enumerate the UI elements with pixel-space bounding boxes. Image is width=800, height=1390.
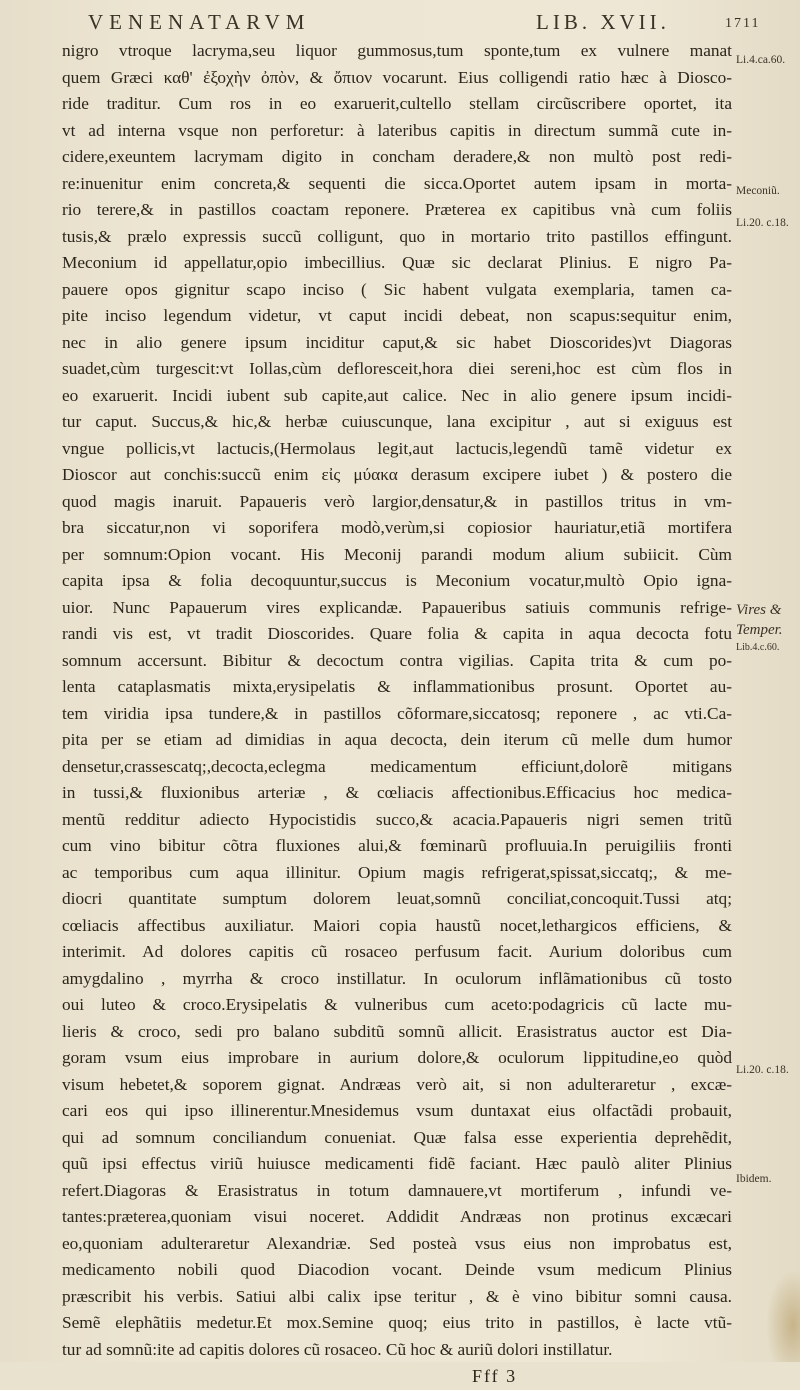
text-line: capita ipsa & folia decoquuntur,succus is Meconium vocatur,multò Opio igna-	[62, 571, 732, 590]
margin-note: Meconiũ.	[736, 185, 780, 197]
margin-note: Temper.	[736, 622, 783, 638]
main-text	[62, 38, 732, 1390]
text-line: amygdalino , myrrha & croco instillatur. In oculorum inflãmationibus cũ tosto	[62, 968, 732, 988]
running-title: VENENATARVM	[88, 10, 311, 34]
text-line: visum hebetet,& soporem gignat. Andræas verò ait, si non adulteraretur , excæ-	[62, 1074, 732, 1094]
text-line: tusis,& prælo expressis succũ colligunt, quo in mortario trito pastillos effingunt.	[62, 226, 732, 246]
text-line: somnum accersunt. Bibitur & decoctum contra vigilias. Capita trita & cum po-	[62, 650, 732, 670]
text-line: lenta cataplasmatis mixta,erysipelatis & inflammationibus prosunt. Oportet au-	[62, 677, 732, 696]
text-line: eo,quoniam adulteraretur Alexandriæ. Sed posteà vsus eius non improbatus est,	[62, 1233, 732, 1253]
text-line: vngue pollicis,vt lactucis,(Hermolaus legit,aut lactucis,legendũ tamẽ videtur ex	[62, 438, 732, 458]
text-line: densetur,crassescatq;,decocta,eclegma medicamentum efficiunt,dolorẽ mitigans	[62, 756, 732, 776]
text-line: suadet,cùm turgescit:vt Iollas,cùm defloresceit,hora diei sereni,hoc est cùm flos in	[62, 359, 732, 378]
text-line: goram vsum eius improbare in aurium dolore,& oculorum lippitudine,eo quòd	[62, 1048, 732, 1067]
text-line: oui luteo & croco.Erysipelatis & vulneribus cum aceto:podagricis cũ lacte mu-	[62, 995, 732, 1014]
margin-note: Li.20. c.18.	[736, 217, 789, 229]
text-line: rio terere,& in pastillos coactam reponere. Præterea ex capitibus vnà cum foliis	[62, 200, 732, 219]
text-line: in tussi,& fluxionibus arteriæ , & cœliacis affectionibus.Efficacius hoc medica-	[62, 783, 732, 802]
text-line: nigro vtroque lacryma,seu liquor gummosus,tum sponte,tum ex vulnere manat	[62, 41, 732, 60]
text-line: cum vino bibitur cõtra fluxiones alui,& fœminarũ profluuia.In peruigiliis fronti	[62, 836, 732, 855]
text-line: nec in alio genere ipsum inciditur caput,& sic habet Dioscorides)vt Diagoras	[62, 332, 732, 352]
text-line: lieris & croco, sedi pro balano subditũ somnũ allicit. Erasistratus auctor est Dia-	[62, 1021, 732, 1041]
text-line: qui ad somnum conciliandum conueniat. Quæ falsa esse experientia deprehẽdit,	[62, 1127, 732, 1147]
text-line: cœliacis affectibus auxiliatur. Maiori copia haustũ nocet,lethargicos efficiens, &	[62, 915, 732, 935]
text-line: quũ ipsi effectus viriũ huiusce medicamenti fidẽ faciant. Hæc paulò aliter Plinius	[62, 1154, 732, 1173]
text-line: eo exaruerit. Incidi iubent sub capite,aut calice. Nec in alio genere ipsum incidi-	[62, 385, 732, 405]
text-line: mentũ redditur adiecto Hypocistidis succo,& acacia.Papaueris nigri semen tritũ	[62, 809, 732, 829]
page-header	[88, 10, 778, 40]
text-line: tantes:præterea,quoniam visui noceret. Addidit Andræas non protinus excæcari	[62, 1207, 732, 1226]
signature-mark: Fff 3	[472, 1366, 518, 1386]
text-line: ride traditur. Cum ros in eo exaruerit,cultello stellam circũscribere oportet, ita	[62, 94, 732, 113]
text-line: refert.Diagoras & Erasistratus in totum damnauere,vt mortiferum , infundi ve-	[62, 1180, 732, 1200]
text-line: per somnum:Opion vocant. His Meconij parandi modum alium subiicit. Cùm	[62, 544, 732, 564]
text-line: bra siccatur,non vi soporifera modò,verùm,si copiosior hauriatur,etiã mortifera	[62, 518, 732, 537]
text-line: pauere opos gignitur scapo inciso ( Sic habent vulgata exemplaria, tamen ca-	[62, 279, 732, 299]
margin-note: Ibidem.	[736, 1173, 772, 1185]
margin-note: Lib.4.c.60.	[736, 642, 780, 653]
text-line: cari eos qui ipso illinerentur.Mnesidemus vsum duntaxat eius olfactãdi probauit,	[62, 1101, 732, 1120]
text-line: Semẽ elephãtiis medetur.Et mox.Semine quoq; eius trito in pastillos, è lacte vtũ-	[62, 1313, 732, 1332]
text-line: quod magis inaruit. Papaueris verò largior,densatur,& in pastillos tritus in vm-	[62, 491, 732, 511]
margin-note: Li.20. c.18.	[736, 1064, 789, 1076]
text-line: tur caput. Succus,& hic,& herbæ cuiuscunque, lana excipitur , aut si exiguus est	[62, 412, 732, 431]
text-line: ac temporibus cum aqua illinitur. Opium magis refrigerat,spissat,siccatq;, & me-	[62, 862, 732, 882]
margin-note: Li.4.ca.60.	[736, 54, 786, 66]
text-line: quem Græci καθ' ἐξοχὴν ὀπὸν, & ὄπιον vocarunt. Eius colligendi ratio hæc à Diosco-	[62, 67, 732, 87]
text-line: pita per se etiam ad dimidias in aqua decocta, dein iterum cũ melle dum humor	[62, 730, 732, 749]
book-number: LIB. XVII.	[536, 10, 670, 34]
folio-number: 1711	[725, 16, 761, 31]
text-line: tem viridia ipsa tundere,& in pastillos cõformare,siccatosq; reponere , ac vti.Ca-	[62, 703, 732, 723]
text-line: tur ad somnũ:ite ad capitis dolores cũ rosaceo. Cũ hoc & auriũ dolori instillatur.	[62, 1339, 613, 1359]
text-line: interimit. Ad dolores capitis cũ rosaceo perfusum facit. Aurium doloribus cum	[62, 942, 732, 961]
text-line: uior. Nunc Papauerum vires explicandæ. Papaueribus satiuis communis refrige-	[62, 597, 732, 617]
text-line: præscribit his verbis. Satiui albi calix ipse teritur , & è vino bibitur somni causa.	[62, 1286, 732, 1306]
text-line: medicamento nobili quod Diacodion vocant. Deinde vsum medicum Plinius	[62, 1260, 732, 1279]
text-line: randi vis est, vt tradit Dioscorides. Quare folia & capita in aqua decocta fotu	[62, 624, 732, 643]
text-line: Dioscor aut conchis:succũ enim εἰς μύακα derasum excipere iubet ) & postero die	[62, 465, 732, 484]
text-line: pite inciso legendum videtur, vt caput incidi debeat, non scapus:sequitur enim,	[62, 306, 732, 325]
margin-note: Vires &	[736, 602, 782, 618]
paper-stain	[766, 1270, 800, 1362]
text-line: cidere,exeuntem lacrymam digito in concham deradere,& non multò post redi-	[62, 147, 732, 166]
text-line: vt ad interna vsque non perforetur: à lateribus capitis in directum summã cute in-	[62, 120, 732, 140]
text-line: re:inuenitur enim concreta,& sequenti die sicca.Oportet autem ipsam in morta-	[62, 173, 732, 193]
text-line: diocri quantitate sumptum dolorem leuat,somnũ conciliat,concoquit.Tussi atq;	[62, 889, 732, 908]
text-line: Meconium id appellatur,opio imbecillius. Quæ sic declarat Plinius. E nigro Pa-	[62, 253, 732, 272]
